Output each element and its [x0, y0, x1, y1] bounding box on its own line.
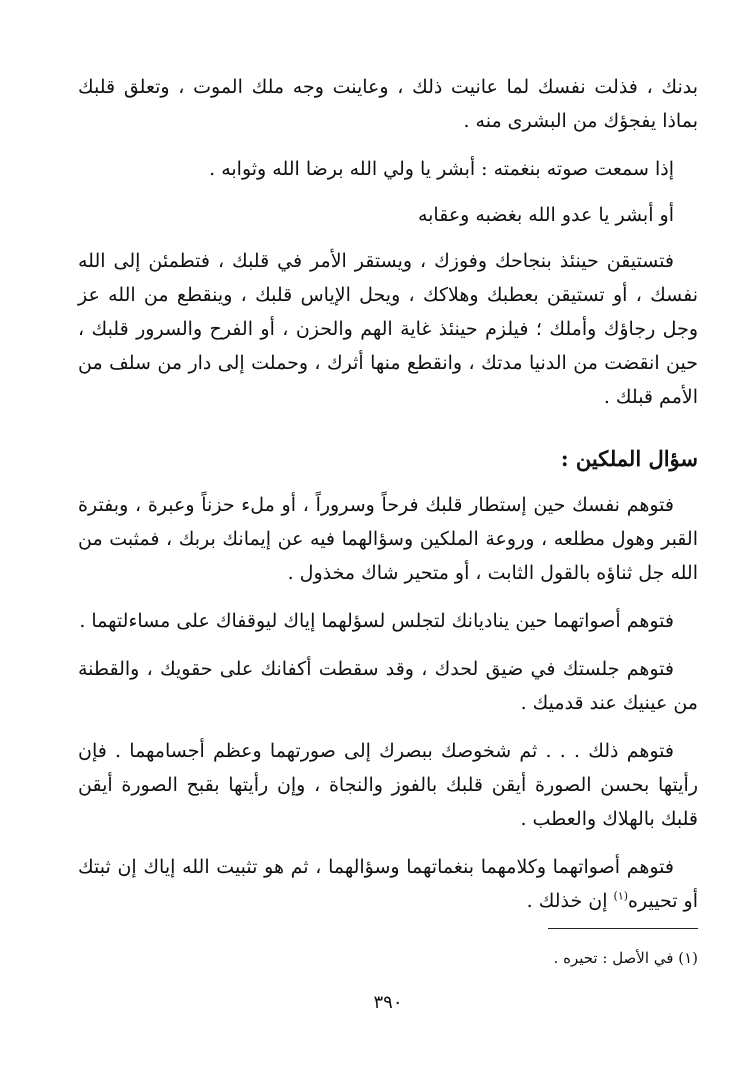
paragraph-4: فتستيقن حينئذ بنجاحك وفوزك ، ويستقر الأمر في قلبك ، فتطمئن إلى الله نفسك ، أو تستيقن بعطبك وهلاكك ، ويحل الإياس قلبك ، وينقطع من الله عز وجل رجاؤك وأملك ؛ فيلزم حينئذ غاية الهم والحزن ، أو الفرح والسرور قلبك ، حين انقضت من الدنيا مدتك ، وانقطع منها أثرك ، وحملت إلى دار من سلف من الأمم قبلك .	[78, 250, 698, 408]
paragraph-6: فتوهم أصواتهما حين يناديانك لتجلس لسؤلهما إياك ليوقفاك على مساءلتهما .	[79, 610, 674, 632]
section-heading: سؤال الملكين :	[560, 446, 698, 471]
book-page	[78, 70, 698, 1060]
paragraph-8: فتوهم ذلك . . . ثم شخوصك ببصرك إلى صورتهما وعظم أجسامهما . فإن رأيتها بحسن الصورة أيقن قلبك بالفوز والنجاة ، وإن رأيتها بقبح الصورة أيقن قلبك بالهلاك والعطب .	[78, 740, 698, 830]
paragraph-5: فتوهم نفسك حين إستطار قلبك فرحاً وسروراً ، أو ملء حزناً وعبرة ، وبفترة القبر وهول مطلعه ، وروعة الملكين وسؤالهما فيه عن إيمانك بربك ، فمثبت من الله جل ثناؤه بالقول الثابت ، أو متحير شاك مخذول .	[78, 494, 698, 584]
paragraph-2: إذا سمعت صوته بنغمته : أبشر يا ولي الله برضا الله وثوابه .	[209, 158, 674, 180]
paragraph-9	[78, 850, 698, 918]
footnote: (١) في الأصل : تحيره .	[553, 949, 698, 967]
footnote-divider	[548, 928, 698, 929]
paragraph-7: فتوهم جلستك في ضيق لحدك ، وقد سقطت أكفانك على حقويك ، والقطنة من عينيك عند قدميك .	[78, 658, 698, 714]
page-number: ٣٩٠	[373, 992, 403, 1013]
paragraph-9-text-a: فتوهم أصواتهما وكلامهما بنغماتهما وسؤالهما ، ثم هو تثبيت الله إياك إن ثبتك أو تحييره	[78, 856, 698, 912]
paragraph-9-text-b: إن خذلك .	[526, 890, 614, 912]
footnote-reference: (١)	[613, 889, 629, 903]
paragraph-3: أو أبشر يا عدو الله بغضبه وعقابه	[417, 204, 674, 226]
paragraph-1: بدنك ، فذلت نفسك لما عانيت ذلك ، وعاينت وجه ملك الموت ، وتعلق قلبك بماذا يفجؤك من البشرى منه .	[78, 76, 698, 132]
